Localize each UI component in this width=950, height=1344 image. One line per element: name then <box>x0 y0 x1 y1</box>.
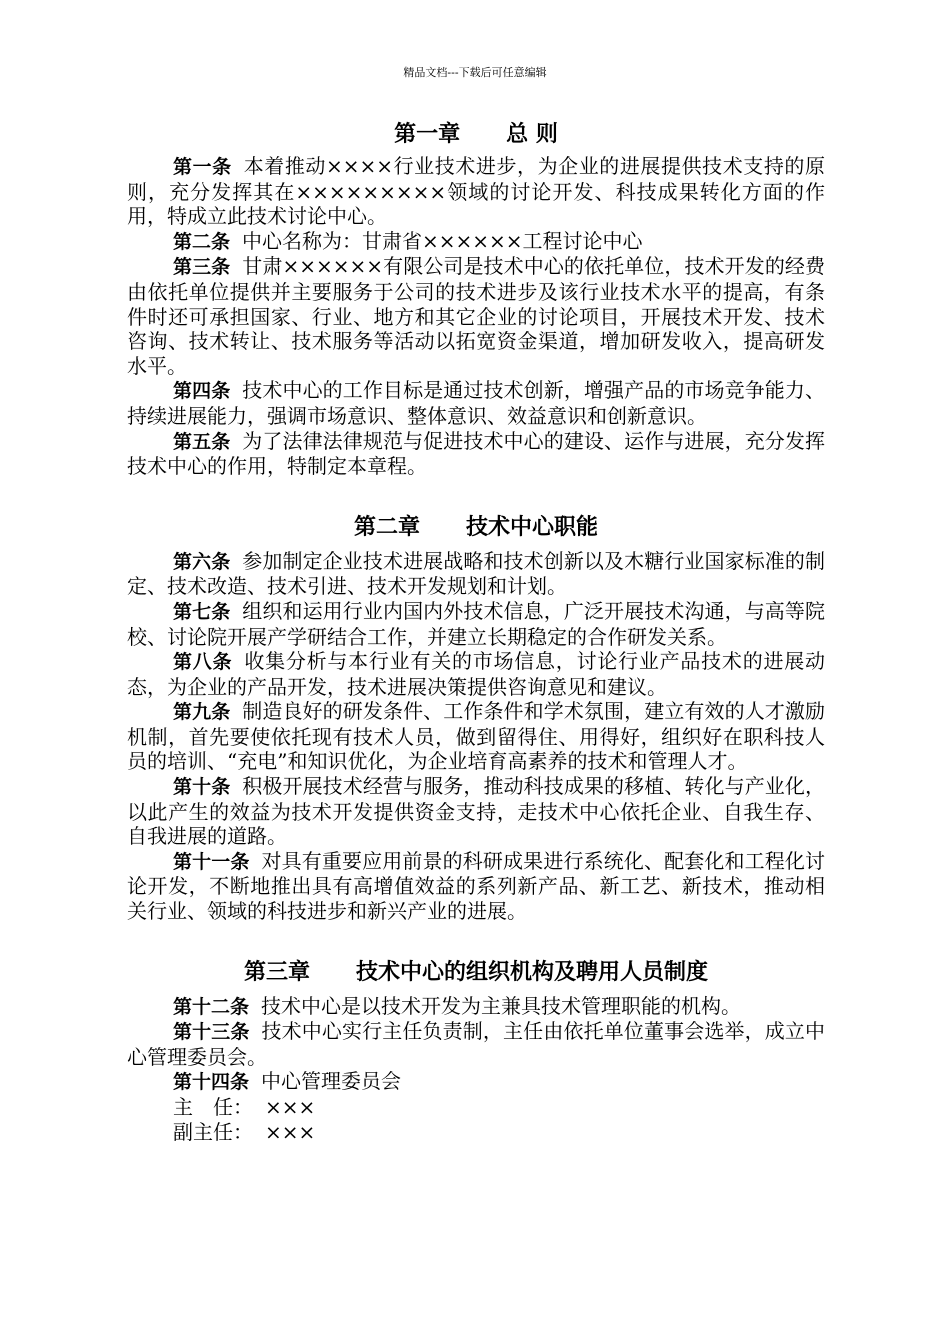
article <box>127 1069 825 1095</box>
article-text: 中心管理委员会 <box>261 1069 402 1094</box>
article-label: 第八条 <box>173 651 233 674</box>
article-label: 第九条 <box>173 701 231 724</box>
article <box>127 549 825 599</box>
article-text: 技术中心实行主任负责制，主任由依托单位董事会选举，成立中心管理委员会。 <box>127 1019 825 1069</box>
article <box>127 154 825 229</box>
article-label: 第四条 <box>173 380 231 403</box>
article <box>127 699 825 774</box>
article-text: 参加制定企业技术进展战略和技术创新以及木糖行业国家标准的制定、技术改造、技术引进、技术开发规划和计划。 <box>127 548 825 599</box>
article-label: 第五条 <box>173 430 231 453</box>
article-text: 组织和运用行业内国内外技术信息，广泛开展技术沟通，与高等院校、讨论院开展产学研结合工作，并建立长期稳定的合作研发关系。 <box>127 598 825 649</box>
article-label: 第三条 <box>173 256 231 279</box>
article-text: 积极开展技术经营与服务，推动科技成果的移植、转化与产业化，以此产生的效益为技术开发提供资金支持，走技术中心依托企业、自我生存、自我进展的道路。 <box>127 774 825 849</box>
document-body <box>127 120 825 1144</box>
article <box>127 599 825 649</box>
article-text: 本着推动××××行业技术进步，为企业的进展提供技术支持的原则，充分发挥其在×××××××××领域的讨论开发、科技成果转化方面的作用，特成立此技术讨论中心。 <box>127 154 825 229</box>
chapter-number: 第二章 <box>353 514 420 540</box>
article-label: 第六条 <box>173 550 231 573</box>
chapter-1-heading <box>127 120 825 150</box>
article <box>127 849 825 924</box>
chapter-title: 技术中心的组织机构及聘用人员制度 <box>356 959 709 985</box>
article-label: 第七条 <box>173 600 231 623</box>
article-label: 第十四条 <box>173 1071 250 1094</box>
article-label: 第十条 <box>173 776 231 799</box>
article-text: 中心名称为：甘肃省××××××工程讨论中心 <box>242 228 643 253</box>
member-role: 副主任： <box>173 1119 253 1144</box>
chapter-title: 总 则 <box>506 122 558 147</box>
article <box>127 378 825 428</box>
article-text: 对具有重要应用前景的科研成果进行系统化、配套化和工程化讨论开发，不断地推出具有高增值效益的系列新产品、新工艺、新技术，推动相关行业、领域的科技进步和新兴产业的进展。 <box>127 848 825 924</box>
article <box>127 994 825 1020</box>
article-label: 第十一条 <box>173 850 250 873</box>
chapter-2-heading <box>127 513 825 543</box>
article <box>127 649 825 699</box>
article-label: 第十二条 <box>173 995 250 1018</box>
article <box>127 774 825 849</box>
chapter-number: 第三章 <box>243 959 310 985</box>
article <box>127 254 825 378</box>
article-text: 收集分析与本行业有关的市场信息，讨论行业产品技术的进展动态，为企业的产品开发，技术进展决策提供咨询意见和建议。 <box>127 649 825 699</box>
member-role: 主 任： <box>173 1095 253 1119</box>
article-label: 第一条 <box>173 156 232 178</box>
article <box>127 1019 825 1069</box>
article-text: 技术中心的工作目标是通过技术创新，增强产品的市场竞争能力、持续进展能力，强调市场意识、整体意识、效益意识和创新意识。 <box>127 378 825 428</box>
article-text: 甘肃××××××有限公司是技术中心的依托单位，技术开发的经费由依托单位提供并主要服务于公司的技术进步及该行业技术水平的提高，有条件时还可承担国家、行业、地方和其它企业的讨论项目，开展技术开发、技术咨询、技术转让、技术服务等活动以拓宽资金渠道，增加研发收入，提高研发水平。 <box>127 254 825 378</box>
chapter-title: 技术中心职能 <box>466 514 599 540</box>
committee-member <box>127 1095 825 1120</box>
article-label: 第十三条 <box>173 1021 250 1044</box>
article-text: 技术中心是以技术开发为主兼具技术管理职能的机构。 <box>261 993 742 1018</box>
article-text: 制造良好的研发条件、工作条件和学术氛围，建立有效的人才激励机制，首先要使依托现有技术人员，做到留得住、用得好，组织好在职科技人员的培训、“充电”和知识优化，为企业培育高素养的技术和管理人才。 <box>127 699 825 774</box>
committee-member <box>127 1120 825 1145</box>
article <box>127 229 825 255</box>
chapter-number: 第一章 <box>394 122 461 147</box>
article-text: 为了法律法律规范与促进技术中心的建设、运作与进展，充分发挥技术中心的作用，特制定本章程。 <box>127 428 825 479</box>
member-name: ××× <box>265 1095 316 1119</box>
chapter-3-heading <box>127 958 825 988</box>
header-note: 精品文档---下载后可任意编辑 <box>403 66 547 79</box>
member-name: ××× <box>265 1119 316 1144</box>
article-label: 第二条 <box>173 230 231 253</box>
article <box>127 429 825 479</box>
